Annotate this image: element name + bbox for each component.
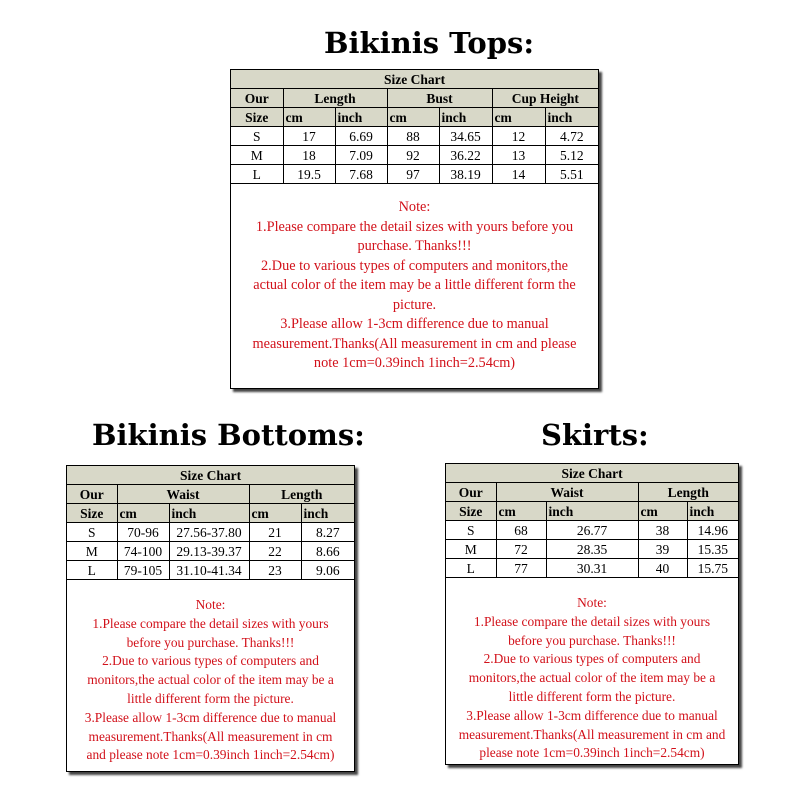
bottoms-size-header: Size (67, 504, 117, 523)
value-cell: 8.27 (301, 523, 354, 542)
skirts-size-table (446, 464, 738, 578)
note-line: 2.Due to various types of computers and (102, 653, 319, 669)
unit-inch: inch (335, 108, 387, 127)
table-row (67, 542, 354, 561)
value-cell: 88 (387, 127, 439, 146)
note-line: note 1cm=0.39inch 1inch=2.54cm) (313, 355, 516, 371)
value-cell: 92 (387, 146, 439, 165)
value-cell: 12 (492, 127, 545, 146)
bottoms-size-chart (66, 465, 355, 772)
note-line: 3.Please allow 1-3cm difference due to manual (280, 316, 549, 332)
value-cell: 6.69 (335, 127, 387, 146)
table-row (67, 523, 354, 542)
value-cell: 39 (638, 540, 687, 559)
value-cell: 68 (496, 521, 546, 540)
value-cell: 7.09 (335, 146, 387, 165)
size-cell: S (446, 521, 496, 540)
value-cell: 14 (492, 165, 545, 184)
skirts-waist-header: Waist (496, 483, 638, 502)
value-cell: 15.35 (687, 540, 738, 559)
tops-note (231, 198, 598, 374)
skirts-length-header: Length (638, 483, 738, 502)
value-cell: 14.96 (687, 521, 738, 540)
note-line: Note: (577, 595, 607, 610)
note-line: Note: (398, 199, 431, 215)
note-line: 1.Please compare the detail sizes with yours before you (255, 218, 574, 235)
table-row (446, 559, 738, 578)
note-line: actual color of the item may be a little different form the (253, 277, 576, 293)
bottoms-chart-title: Size Chart (67, 466, 354, 485)
note-line: 2.Due to various types of computers and monitors,the (261, 257, 568, 274)
value-cell: 38.19 (439, 165, 492, 184)
size-cell: L (446, 559, 496, 578)
note-line: monitors,the actual color of the item may be a (468, 670, 716, 686)
value-cell: 22 (249, 542, 301, 561)
unit-inch: inch (687, 502, 738, 521)
tops-chart-title: Size Chart (231, 70, 598, 89)
value-cell: 70-96 (117, 523, 169, 542)
value-cell: 97 (387, 165, 439, 184)
value-cell: 13 (492, 146, 545, 165)
value-cell: 17 (283, 127, 335, 146)
bottoms-section-title: Bikinis Bottoms: (92, 418, 365, 452)
note-line: picture. (392, 296, 437, 313)
value-cell: 21 (249, 523, 301, 542)
skirts-our-header: Our (446, 483, 496, 502)
value-cell: 38 (638, 521, 687, 540)
table-row (446, 521, 738, 540)
table-row (231, 146, 598, 165)
size-cell: L (231, 165, 283, 184)
size-cell: M (67, 542, 117, 561)
unit-cm: cm (283, 108, 335, 127)
value-cell: 9.06 (301, 561, 354, 580)
value-cell: 30.31 (546, 559, 638, 578)
bottoms-waist-header: Waist (117, 485, 249, 504)
note-line: measurement.Thanks(All measurement in cm and please (252, 335, 577, 352)
skirts-section-title: Skirts: (541, 418, 649, 452)
tops-our-header: Our (231, 89, 283, 108)
note-line: 3.Please allow 1-3cm difference due to manual (84, 709, 337, 725)
note-line: 2.Due to various types of computers and (483, 651, 701, 667)
unit-cm: cm (638, 502, 687, 521)
value-cell: 4.72 (545, 127, 598, 146)
tops-bust-header: Bust (387, 89, 492, 108)
note-line: measurement.Thanks(All measurement in cm (88, 728, 333, 744)
size-cell: M (446, 540, 496, 559)
value-cell: 19.5 (283, 165, 335, 184)
tops-length-header: Length (283, 89, 387, 108)
value-cell: 23 (249, 561, 301, 580)
value-cell: 15.75 (687, 559, 738, 578)
tops-section-title: Bikinis Tops: (324, 26, 535, 60)
value-cell: 28.35 (546, 540, 638, 559)
value-cell: 34.65 (439, 127, 492, 146)
value-cell: 31.10-41.34 (169, 561, 249, 580)
skirts-note (446, 594, 738, 763)
unit-cm: cm (496, 502, 546, 521)
size-cell: L (67, 561, 117, 580)
size-cell: M (231, 146, 283, 165)
tops-size-chart (230, 69, 599, 389)
note-line: 3.Please allow 1-3cm difference due to manual (466, 707, 718, 723)
table-row (231, 165, 598, 184)
value-cell: 26.77 (546, 521, 638, 540)
unit-cm: cm (249, 504, 301, 523)
size-cell: S (231, 127, 283, 146)
skirts-size-chart (445, 463, 739, 765)
value-cell: 27.56-37.80 (169, 523, 249, 542)
note-line: and please note 1cm=0.39inch 1inch=2.54cm) (86, 747, 335, 763)
unit-inch: inch (169, 504, 249, 523)
value-cell: 8.66 (301, 542, 354, 561)
unit-cm: cm (492, 108, 545, 127)
value-cell: 7.68 (335, 165, 387, 184)
bottoms-our-header: Our (67, 485, 117, 504)
value-cell: 40 (638, 559, 687, 578)
value-cell: 36.22 (439, 146, 492, 165)
value-cell: 5.12 (545, 146, 598, 165)
note-line: before you purchase. Thanks!!! (508, 632, 676, 648)
bottoms-length-header: Length (249, 485, 354, 504)
unit-inch: inch (545, 108, 598, 127)
note-line: 1.Please compare the detail sizes with yours (473, 613, 711, 629)
value-cell: 77 (496, 559, 546, 578)
note-line: purchase. Thanks!!! (357, 238, 472, 254)
note-line: monitors,the actual color of the item may be a (87, 672, 334, 688)
tops-cup-height-header: Cup Height (492, 89, 598, 108)
bottoms-note (67, 596, 354, 765)
note-line: 1.Please compare the detail sizes with yours (92, 615, 329, 631)
table-row (67, 561, 354, 580)
skirts-chart-title: Size Chart (446, 464, 738, 483)
value-cell: 74-100 (117, 542, 169, 561)
size-cell: S (67, 523, 117, 542)
value-cell: 29.13-39.37 (169, 542, 249, 561)
table-row (446, 540, 738, 559)
value-cell: 18 (283, 146, 335, 165)
value-cell: 5.51 (545, 165, 598, 184)
note-line: little different form the picture. (127, 690, 294, 706)
note-line: Note: (195, 597, 226, 612)
value-cell: 72 (496, 540, 546, 559)
unit-cm: cm (117, 504, 169, 523)
skirts-size-header: Size (446, 502, 496, 521)
note-line: measurement.Thanks(All measurement in cm and (458, 726, 726, 742)
note-line: little different form the picture. (508, 688, 676, 704)
note-line: please note 1cm=0.39inch 1inch=2.54cm) (479, 745, 705, 761)
bottoms-size-table (67, 466, 354, 580)
unit-inch: inch (301, 504, 354, 523)
tops-size-table (231, 70, 598, 184)
unit-inch: inch (439, 108, 492, 127)
value-cell: 79-105 (117, 561, 169, 580)
note-line: before you purchase. Thanks!!! (126, 634, 295, 650)
unit-inch: inch (546, 502, 638, 521)
tops-size-header: Size (231, 108, 283, 127)
table-row (231, 127, 598, 146)
unit-cm: cm (387, 108, 439, 127)
